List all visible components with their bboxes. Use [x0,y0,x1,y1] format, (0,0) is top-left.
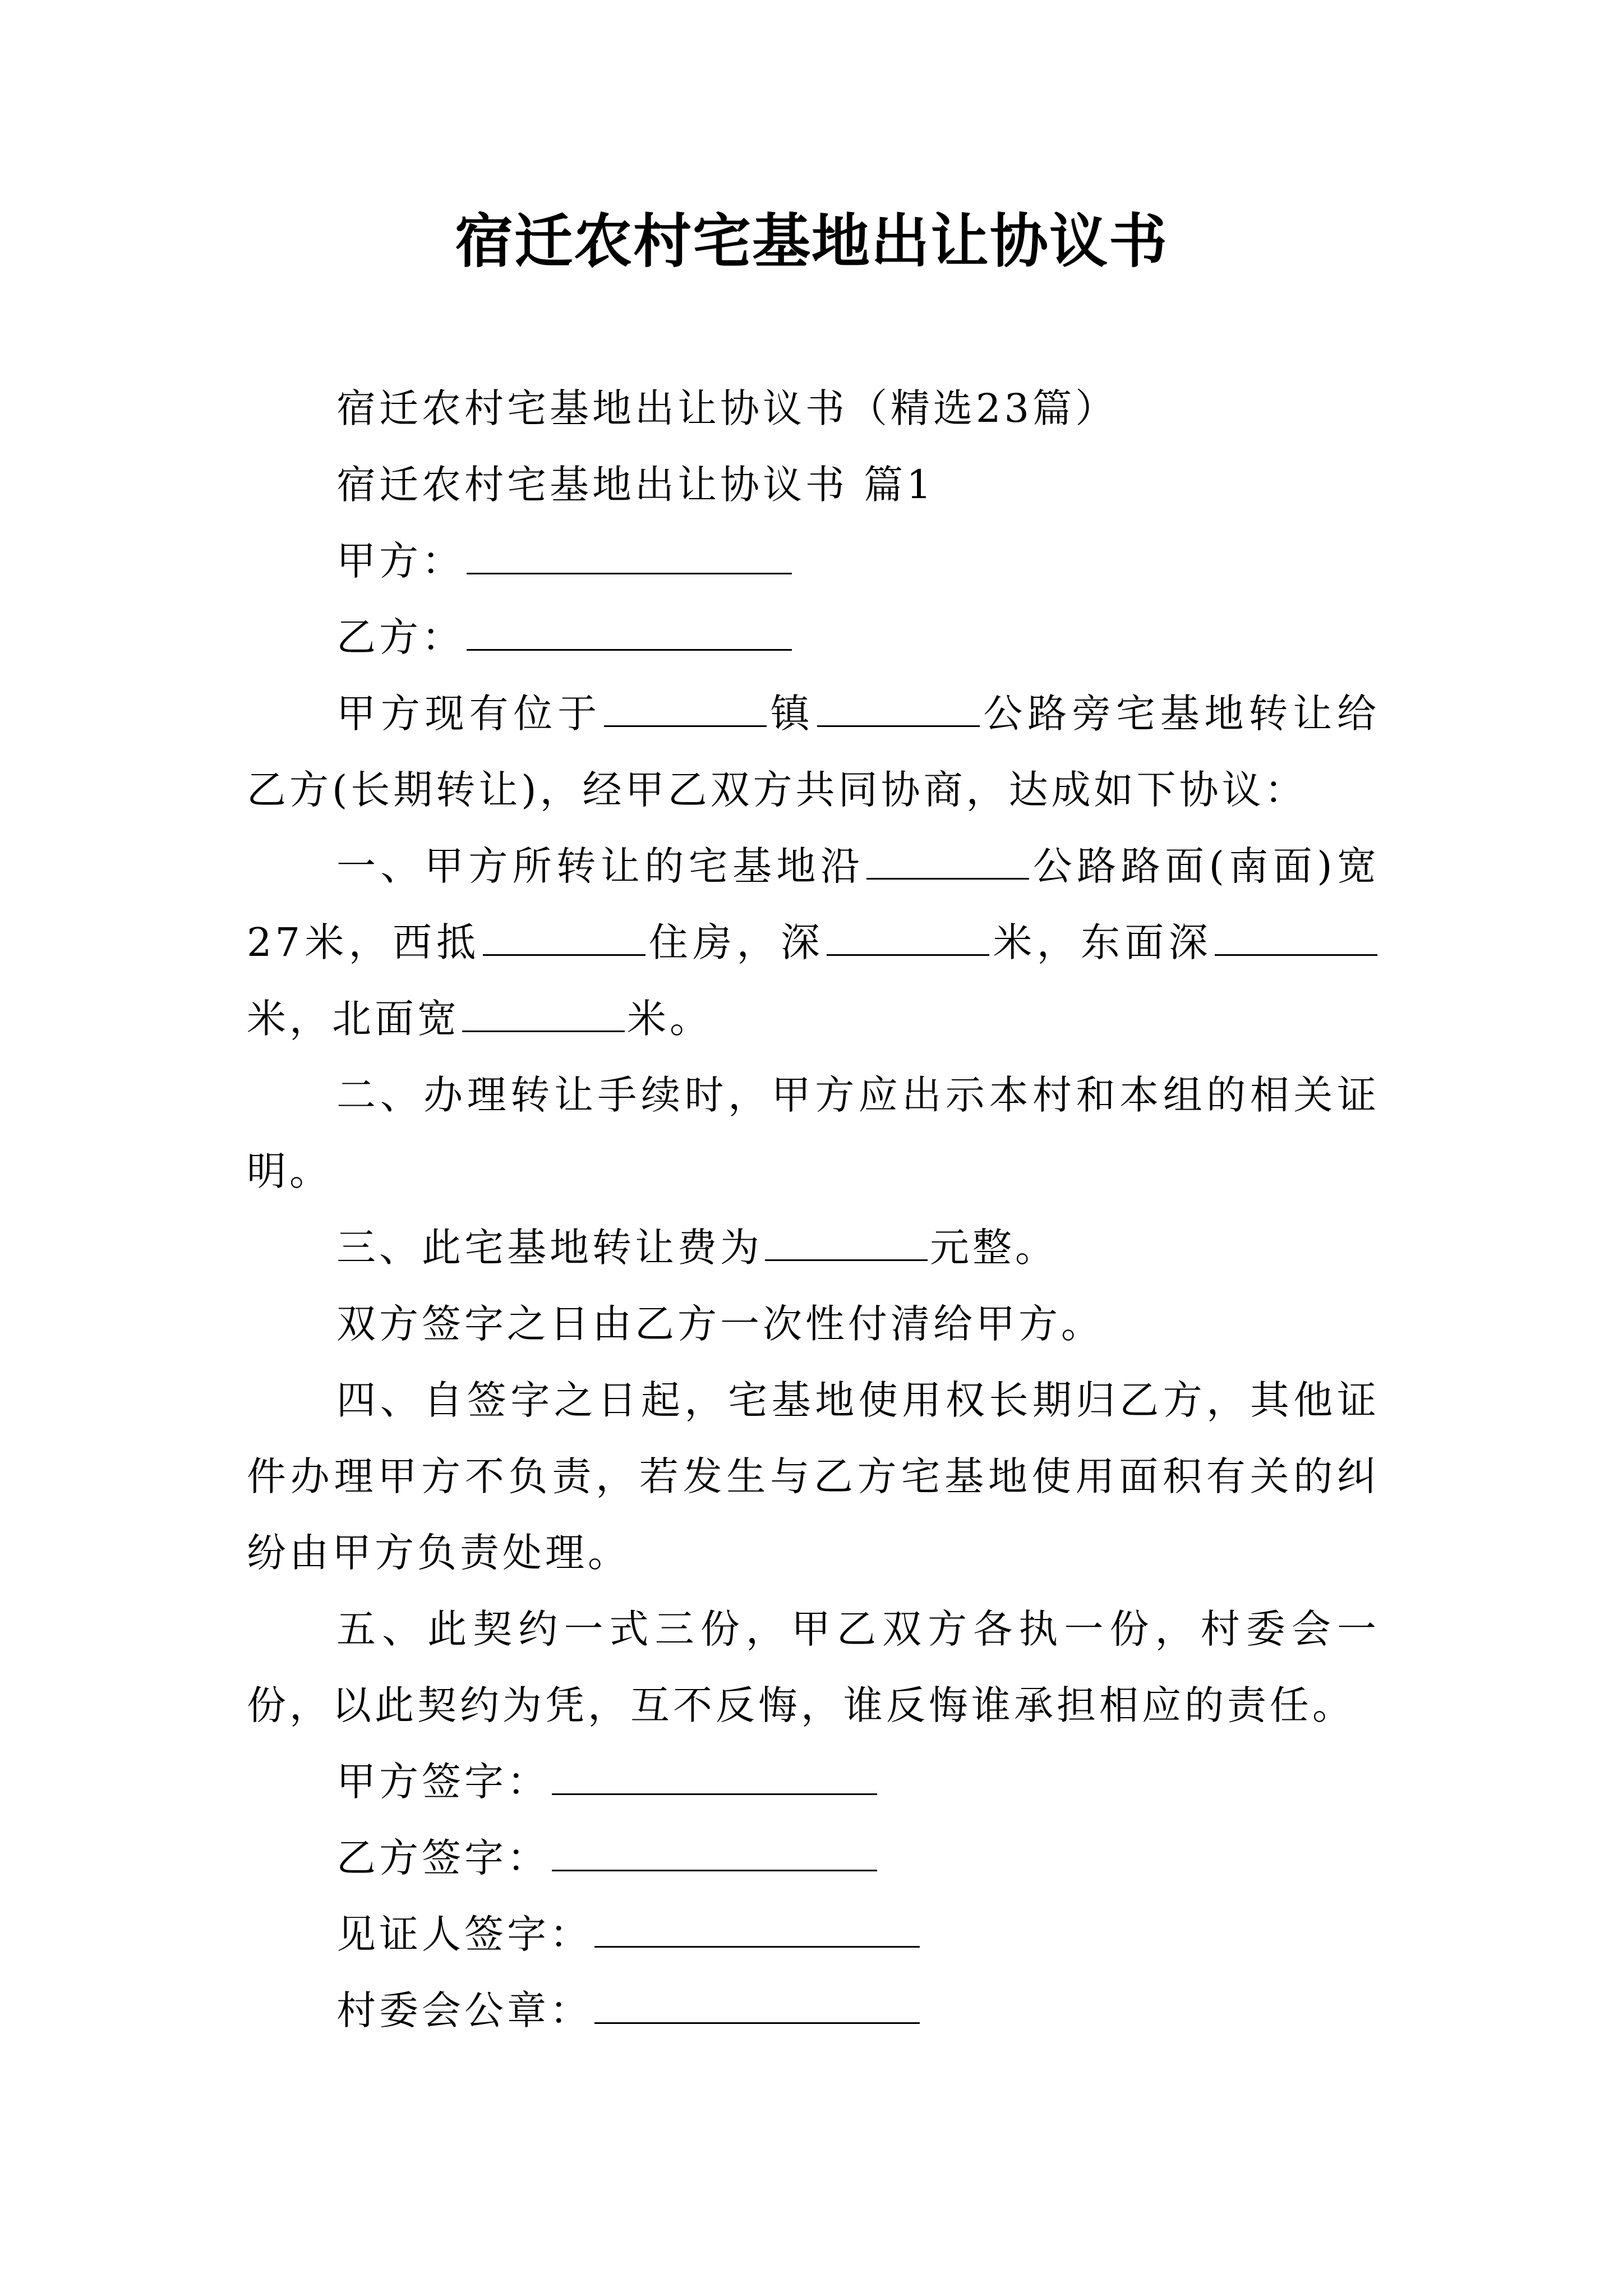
text-segment: 米，北面宽 [247,996,460,1042]
signature-party-b [247,1820,1380,1896]
payment-note: 双方签字之日由乙方一次性付清给甲方。 [336,1301,1104,1347]
paragraph-location [247,675,1380,828]
clause-1 [247,828,1380,1057]
signature-label: 见证人签字： [336,1911,592,1957]
text-segment: 镇 [768,691,815,737]
depth-blank [827,954,989,956]
road-name-blank [866,877,1029,880]
signature-blank [552,1793,877,1795]
text-segment: 一、甲方所转让的宅基地沿 [336,843,865,889]
party-b-blank [467,648,792,651]
signature-label: 乙方签字： [336,1835,550,1881]
subtitle: 宿迁农村宅基地出让协议书（精选23篇） [336,385,1118,431]
west-boundary-blank [483,954,645,956]
signature-label: 甲方签字： [336,1759,550,1805]
text-segment: 甲方现有位于 [336,691,602,737]
clause-2: 二、办理转让手续时，甲方应出示本村和本组的相关证明。 [247,1072,1380,1194]
party-a-blank [467,572,792,574]
east-depth-blank [1215,954,1377,956]
document-body [247,370,1380,2049]
party-a-line [247,523,1380,599]
text-segment: 公路旁宅基地转让给乙方(长期转让)，经甲乙双方共同协商，达成如下协议： [247,691,1380,813]
town-blank [604,725,767,727]
clause-4: 四、自签字之日起，宅基地使用权长期归乙方，其他证件办理甲方不负责，若发生与乙方宅基地使用面积有关的纠纷由甲方负责处理。 [247,1377,1380,1576]
party-b-label: 乙方： [336,614,464,660]
section-heading: 宿迁农村宅基地出让协议书 篇1 [336,462,935,508]
text-segment: 米，东面深 [992,919,1213,965]
signature-party-a [247,1743,1380,1820]
signature-blank [594,2022,920,2024]
text-segment: 三、此宅基地转让费为 [336,1225,763,1271]
north-width-blank [462,1030,625,1032]
text-segment: 米。 [627,996,712,1042]
party-a-label: 甲方： [336,538,464,584]
signature-witness [247,1896,1380,1972]
clause-3 [247,1209,1380,1286]
signature-committee-seal [247,1972,1380,2049]
signature-blank [594,1945,920,1948]
document-title: 宿迁农村宅基地出让协议书 [454,206,1168,275]
text-segment: 公路路面(南面)宽27米，西抵 [247,843,1380,965]
text-segment: 元整。 [930,1225,1058,1271]
text-segment: 住房，深 [647,919,825,965]
fee-blank [765,1259,928,1261]
signature-blank [552,1869,877,1871]
party-b-line [247,599,1380,675]
clause-5: 五、此契约一式三份，甲乙双方各执一份，村委会一份，以此契约为凭，互不反悔，谁反悔谁承担相应的责任。 [247,1606,1380,1728]
road-blank [817,725,980,727]
signature-label: 村委会公章： [336,1987,592,2033]
